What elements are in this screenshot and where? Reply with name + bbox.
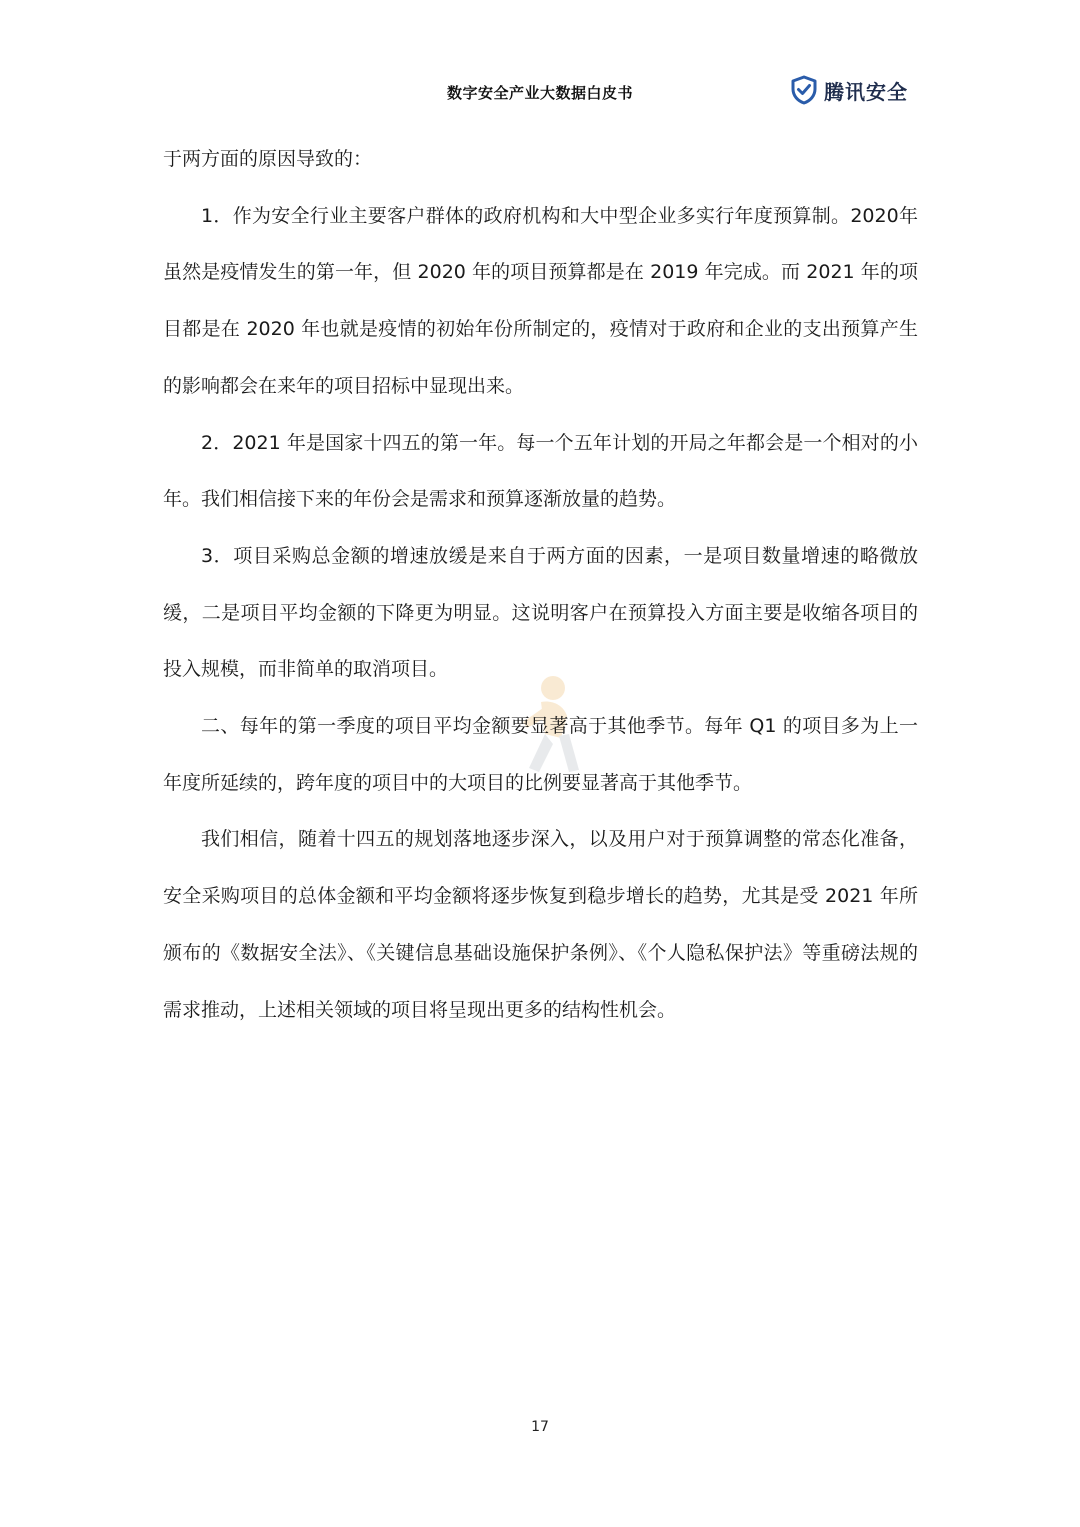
tencent-security-logo: [790, 74, 908, 106]
paragraph-reason-3: 3．项目采购总金额的增速放缓是来自于两方面的因素，一是项目数量增速的略微放缓，二是项目平均金额的下降更为明显。这说明客户在预算投入方面主要是收缩各项目的投入规模，而非简单的取消项目。: [163, 544, 918, 681]
paragraph-reason-1: 1．作为安全行业主要客户群体的政府机构和大中型企业多实行年度预算制。2020年虽然是疫情发生的第一年，但 2020 年的项目预算都是在 2019 年完成。而 2021 年的项目都是在 2020 年也就是疫情的初始年份所制定的，疫情对于政府和企业的支出预算产生的影响都会在来年的项目招标中显现出来。: [163, 204, 918, 397]
shield-check-icon: [790, 75, 818, 105]
logo-text: 腾讯安全: [824, 79, 908, 104]
header-title: 数字安全产业大数据白皮书: [446, 84, 633, 102]
paragraph-reason-2: 2．2021 年是国家十四五的第一年。每一个五年计划的开局之年都会是一个相对的小年。我们相信接下来的年份会是需求和预算逐渐放量的趋势。: [163, 431, 918, 511]
document-body: [163, 131, 918, 1038]
page-number: 17: [531, 1419, 549, 1435]
paragraph-intro: 于两方面的原因导致的：: [163, 148, 373, 170]
paragraph-finding-2: 二、每年的第一季度的项目平均金额要显著高于其他季节。每年 Q1 的项目多为上一年度所延续的，跨年度的项目中的大项目的比例要显著高于其他季节。: [163, 715, 918, 794]
paragraph-conclusion: 我们相信，随着十四五的规划落地逐步深入，以及用户对于预算调整的常态化准备，安全采购项目的总体金额和平均金额将逐步恢复到稳步增长的趋势，尤其是受 2021 年所颁布的《数据安全法》、《关键信息基础设施保护条例》、《个人隐私保护法》等重磅法规的需求推动，上述相关领域的项目将呈现出更多的结构性机会。: [163, 828, 918, 1021]
